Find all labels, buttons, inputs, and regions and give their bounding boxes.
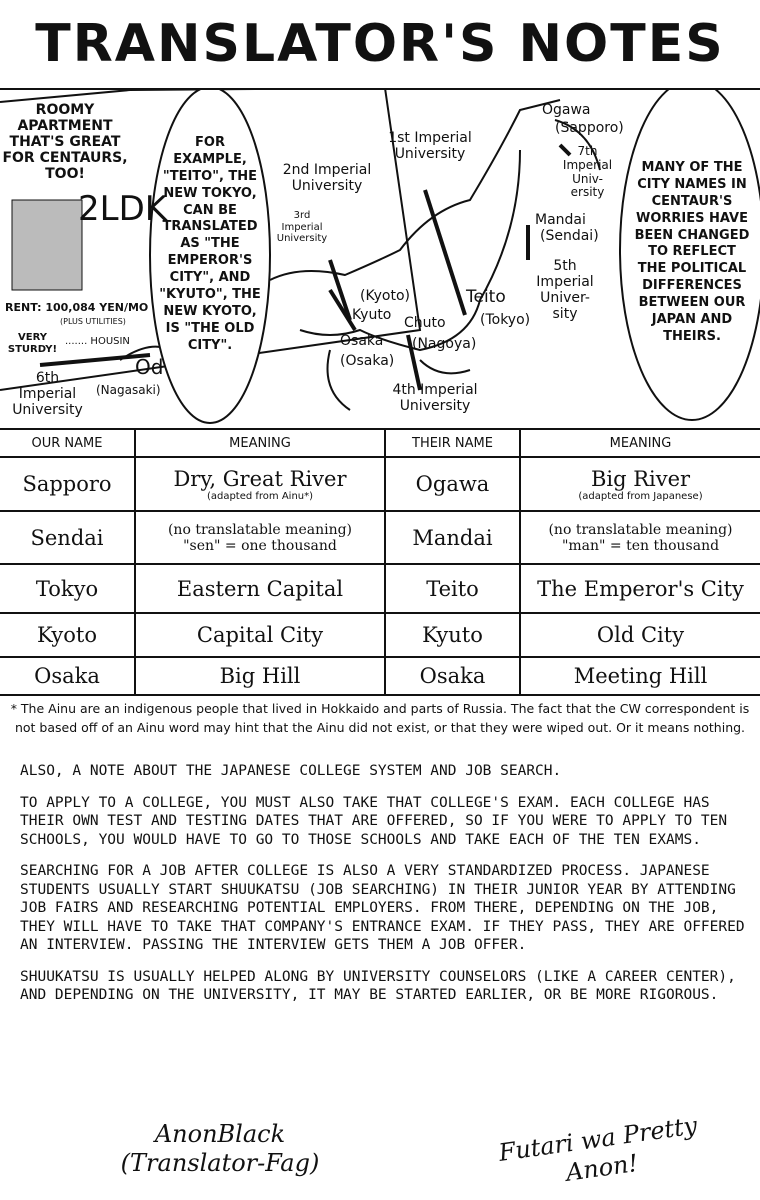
their-name: Osaka	[385, 657, 520, 695]
our-name: Sapporo	[0, 457, 135, 511]
label-teito: Teito	[466, 287, 506, 307]
their-meaning: Meeting Hill	[520, 657, 760, 695]
label-sapporo: (Sapporo)	[555, 120, 624, 136]
label-nagasaki: (Nagasaki)	[96, 383, 161, 397]
their-meaning	[520, 511, 760, 564]
paragraph: ALSO, A NOTE ABOUT THE JAPANESE COLLEGE SYSTEM AND JOB SEARCH.	[20, 763, 562, 779]
meaning-note: (adapted from Japanese)	[578, 490, 703, 502]
floor-plan	[12, 200, 82, 290]
bubble-right-text: MANY OF THE CITY NAMES IN CENTAUR'S WORRIES HAVE BEEN CHANGED TO REFLECT THE POLITICAL DIFFERENCES BETWEEN OUR JAPAN AND THEIRS.	[634, 160, 750, 344]
table-row	[0, 457, 760, 511]
table-header-row	[0, 429, 760, 457]
label-mandai: Mandai	[535, 212, 586, 228]
ad-layout: 2LDK	[78, 189, 168, 229]
page-title: TRANSLATOR'S NOTES	[35, 14, 725, 74]
meaning-text: (no translatable meaning)	[167, 521, 353, 538]
our-meaning	[135, 511, 385, 564]
label-5th-imperial: 5th Imperial Univer-sity	[536, 258, 594, 323]
our-name: Tokyo	[0, 564, 135, 613]
label-od: Od	[135, 355, 164, 379]
meaning-note: (adapted from Ainu*)	[206, 490, 314, 502]
meaning-text: (no translatable meaning)	[548, 521, 733, 538]
ad-rent: RENT: 100,084 YEN/MO	[5, 301, 149, 314]
our-meaning: Big Hill	[135, 657, 385, 695]
our-name: Kyoto	[0, 613, 135, 657]
header-meaning: MEANING	[135, 429, 385, 457]
label-4th-imperial: 4th Imperial University	[392, 382, 478, 415]
pointer-6th	[40, 355, 150, 365]
our-name: Sendai	[0, 511, 135, 564]
their-name: Kyuto	[385, 613, 520, 657]
city-names-table	[0, 428, 760, 696]
label-3rd-imperial: 3rd Imperial University	[276, 210, 328, 244]
meaning-text: Dry, Great River	[173, 466, 347, 491]
label-2nd-imperial: 2nd Imperial University	[282, 162, 372, 195]
bubble-left-text: FOR EXAMPLE, "TEITO", THE NEW TOKYO, CAN BE TRANSLATED AS "THE EMPEROR'S CITY", AND "KYUTO", THE NEW KYOTO, IS "THE OLD CITY".	[159, 135, 261, 353]
paragraph: SEARCHING FOR A JOB AFTER COLLEGE IS ALSO A VERY STANDARDIZED PROCESS. JAPANESE STUDENTS USUALLY START SHUUKATSU (JOB SEARCHING) IN THEIR JUNIOR YEAR BY ATTENDING JOB FAIRS AND RESEARCHING POTENTIAL EMPLOYERS. FROM THERE, DEPENDING ON THE JOB, THEY WILL HAVE TO TAKE THAT COMPANY'S ENTRANCE EXAM. IF THEY PASS, THEY ARE OFFERED AN INTERVIEW. PASSING THE INTERVIEW GETS THEM A JOB OFFER.	[20, 863, 745, 954]
their-meaning: The Emperor's City	[520, 564, 760, 613]
header-our-name: OUR NAME	[0, 429, 135, 457]
label-chuto: Chuto	[404, 315, 446, 331]
their-name: Teito	[385, 564, 520, 613]
their-name: Mandai	[385, 511, 520, 564]
meaning-note: "sen" = one thousand	[183, 537, 337, 554]
signature-role: (Translator-Fag)	[120, 1148, 320, 1177]
ad-sturdy: VERY STURDY!	[7, 332, 58, 355]
label-ogawa: Ogawa	[542, 102, 591, 118]
signature-name: AnonBlack	[154, 1120, 286, 1148]
signature-right: Futari wa Pretty Anon!	[496, 1111, 699, 1187]
ad-headline: ROOMY APARTMENT THAT'S GREAT FOR CENTAURS, TOO!	[2, 102, 128, 183]
label-osaka: (Osaka)	[340, 353, 395, 369]
their-meaning	[520, 457, 760, 511]
label-sendai: (Sendai)	[540, 228, 599, 244]
ad-housing: ....... HOUSIN	[65, 336, 130, 347]
our-name: Osaka	[0, 657, 135, 695]
table-row	[0, 564, 760, 613]
japan-map-panel	[0, 90, 760, 428]
label-7th-imperial: 7th Imperial Univ-ersity	[562, 144, 613, 200]
their-name: Ogawa	[385, 457, 520, 511]
label-tokyo: (Tokyo)	[480, 312, 531, 328]
footnote: * The Ainu are an indigenous people that lived in Hokkaido and parts of Russia. The fact that the CW correspondent is not based off of an Ainu word may hint that the Ainu did not exist, or that they were wiped out. Or it means nothing.	[10, 701, 750, 735]
our-meaning: Capital City	[135, 613, 385, 657]
label-6th-imperial: 6th Imperial University	[12, 370, 83, 419]
header-their-name: THEIR NAME	[385, 429, 520, 457]
label-kyuto: Kyuto	[352, 307, 392, 323]
paragraph: TO APPLY TO A COLLEGE, YOU MUST ALSO TAKE THAT COLLEGE'S EXAM. EACH COLLEGE HAS THEIR OWN TEST AND TESTING DATES THAT ARE OFFERED, SO IF YOU WERE TO APPLY TO TEN SCHOOLS, YOU WOULD HAVE TO GO TO THOSE SCHOOLS AND TAKE EACH OF THE TEN EXAMS.	[20, 794, 728, 848]
header-meaning: MEANING	[520, 429, 760, 457]
signature-left	[90, 1120, 350, 1178]
pointer-2nd	[330, 260, 350, 320]
notes-body	[20, 762, 745, 1018]
meaning-text: Big River	[590, 466, 691, 491]
meaning-note: "man" = ten thousand	[561, 537, 720, 554]
label-nagoya: (Nagoya)	[412, 336, 477, 352]
our-meaning	[135, 457, 385, 511]
table-row	[0, 657, 760, 695]
our-meaning: Eastern Capital	[135, 564, 385, 613]
label-1st-imperial: 1st Imperial University	[388, 130, 472, 163]
label-kyoto: (Kyoto)	[360, 288, 410, 304]
label-osaka-new: Osaka	[340, 333, 384, 349]
ad-utilities: (PLUS UTILITIES)	[60, 317, 126, 326]
their-meaning: Old City	[520, 613, 760, 657]
paragraph: SHUUKATSU IS USUALLY HELPED ALONG BY UNIVERSITY COUNSELORS (LIKE A CAREER CENTER), AND DEPENDING ON THE UNIVERSITY, IT MAY BE STARTED EARLIER, OR BE MORE RIGOROUS.	[20, 968, 736, 1004]
table-row	[0, 511, 760, 564]
table-row	[0, 613, 760, 657]
